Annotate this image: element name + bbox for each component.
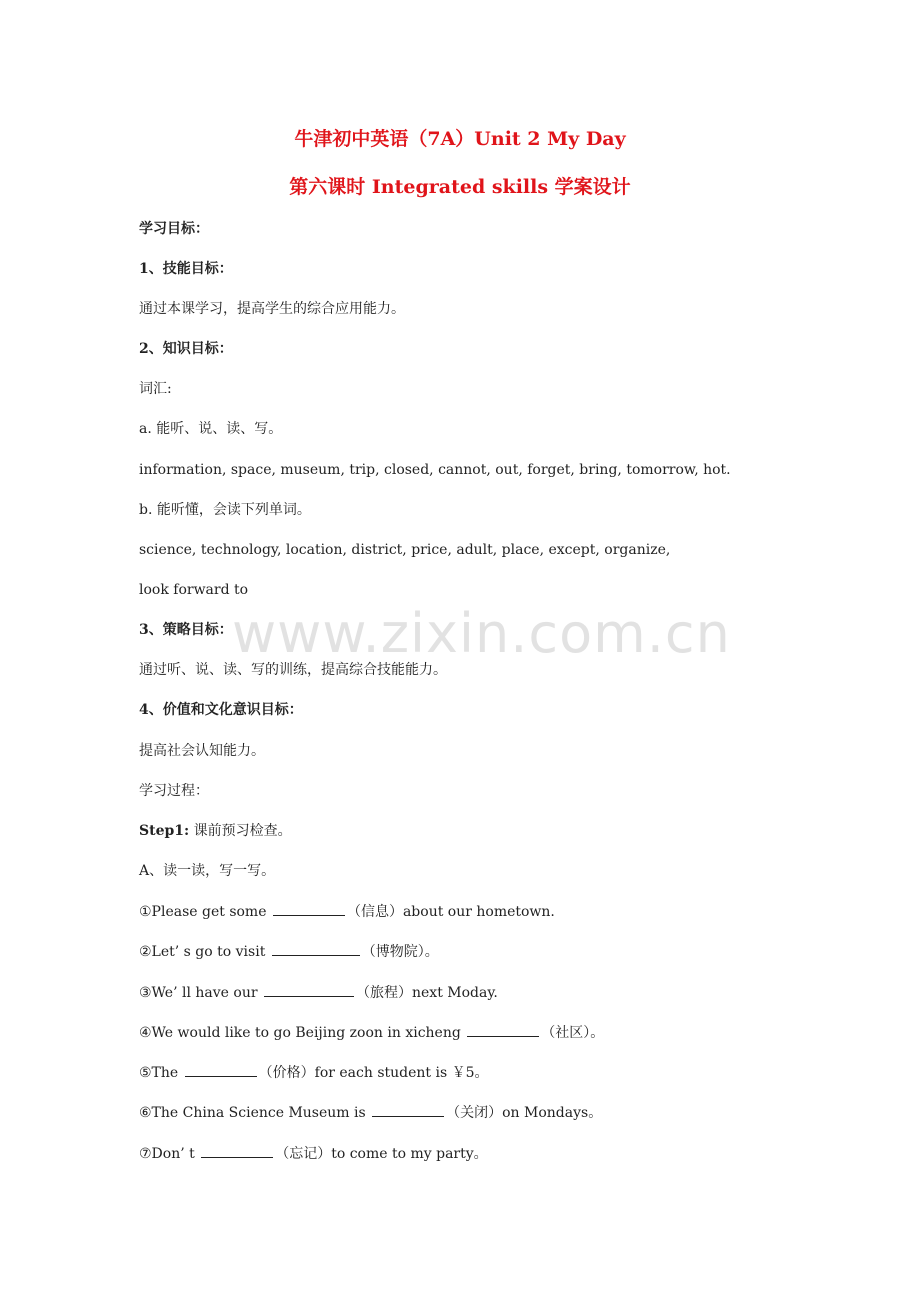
value-text: 提高社会认知能力。: [139, 743, 265, 759]
step1-text: 课前预习检查。: [189, 823, 292, 839]
exercise-item: ⑤The （价格）for each student is ￥5。: [139, 1062, 489, 1083]
part-a-heading: A、读一读，写一写。: [139, 863, 276, 879]
vocab-a-label: a. 能听、说、读、写。: [139, 421, 283, 437]
answer-blank[interactable]: [467, 1022, 539, 1037]
strategy-heading: 3、策略目标：: [139, 622, 233, 638]
value-heading: 4、价值和文化意识目标：: [139, 702, 303, 718]
vocab-b-label: b. 能听懂，会读下列单词。: [139, 502, 311, 518]
answer-blank[interactable]: [272, 941, 360, 956]
document-subtitle: 第六课时 Integrated skills 学案设计: [289, 176, 631, 198]
document-title: 牛津初中英语（7A）Unit 2 My Day: [294, 128, 626, 150]
exercise-item: ③We’ ll have our （旅程）next Moday.: [139, 982, 498, 1003]
knowledge-heading: 2、知识目标：: [139, 341, 233, 357]
vocab-b-words-continued: look forward to: [139, 582, 249, 598]
skill-text: 通过本课学习，提高学生的综合应用能力。: [139, 301, 405, 317]
strategy-text: 通过听、说、读、写的训练，提高综合技能能力。: [139, 662, 447, 678]
exercise-item: ④We would like to go Beijing zoon in xicheng （社区）。: [139, 1022, 604, 1043]
vocab-a-words: information, space, museum, trip, closed, cannot, out, forget, bring, tomorrow, hot.: [139, 462, 731, 478]
exercise-item: ①Please get some （信息）about our hometown.: [139, 901, 555, 922]
skill-heading: 1、技能目标：: [139, 261, 233, 277]
answer-blank[interactable]: [273, 901, 345, 916]
step1-label: Step1:: [139, 823, 190, 839]
watermark: www.zixin.com.cn: [232, 602, 731, 665]
objectives-heading: 学习目标：: [139, 221, 209, 237]
vocab-label: 词汇:: [139, 381, 172, 397]
answer-blank[interactable]: [372, 1102, 444, 1117]
exercise-item: ⑦Don’ t （忘记）to come to my party。: [139, 1143, 488, 1164]
process-heading: 学习过程：: [139, 783, 209, 799]
step1-line: [139, 821, 292, 841]
answer-blank[interactable]: [264, 982, 354, 997]
exercise-item: ⑥The China Science Museum is （关闭）on Mondays。: [139, 1102, 602, 1123]
vocab-b-words: science, technology, location, district, price, adult, place, except, organize,: [139, 542, 671, 558]
answer-blank[interactable]: [201, 1143, 273, 1158]
answer-blank[interactable]: [185, 1062, 257, 1077]
exercise-item: ②Let’ s go to visit （博物院）。: [139, 941, 439, 962]
